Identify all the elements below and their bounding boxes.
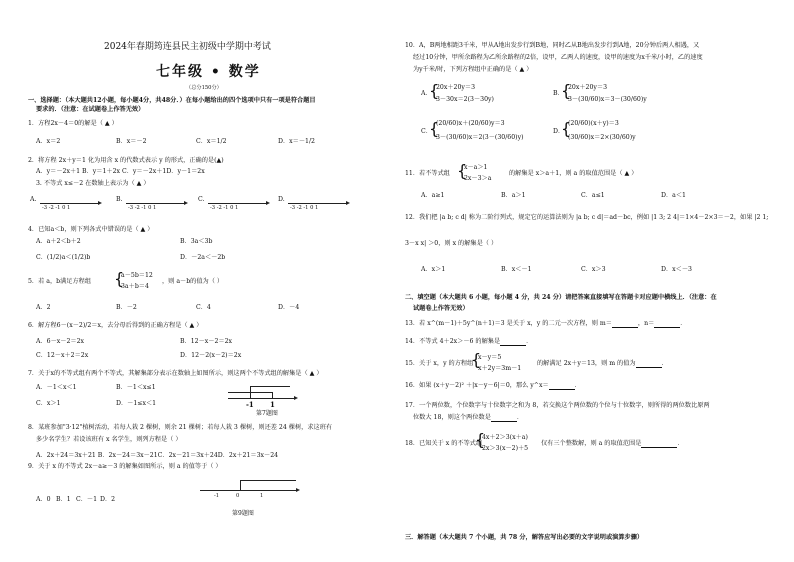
q18-post-wrap — [541, 440, 684, 448]
q16-text: 16．如果 (x＋y－2)² ＋|x－y－6|＝0，那么 y^x＝ — [405, 382, 549, 389]
q10-option-c-label: C． — [421, 128, 432, 135]
q10-b-brace: { — [561, 81, 572, 100]
q8-line2: 多少名学生？若设该班有 x 名学生，则列方程是（ ） — [36, 436, 182, 443]
q10-d-eq2: (30/60)x＝2×(30/60)y — [568, 134, 636, 141]
q1-option-a: A．x＝2 — [36, 138, 61, 145]
q15-post-wrap — [537, 360, 668, 368]
total-score: （总分150分） — [186, 85, 222, 91]
section-1-title-2: 要求的．（注意：在试题卷上作答无效） — [36, 106, 145, 113]
q12-option-c: C．x＞3 — [581, 266, 606, 273]
q18-post: 仅有三个整数解，则 a 的取值范围是 — [541, 440, 642, 447]
q3-option-b-label: B. — [116, 196, 123, 203]
q13-n-blank[interactable] — [654, 321, 680, 328]
q14-text: 14．不等式 4＋2x＞－6 的解集是 — [405, 338, 501, 345]
left-column — [28, 0, 393, 562]
q10-c-eq1: (20/60)x＋(20/60)y＝3 — [436, 120, 505, 127]
q10-option-d-label: D． — [553, 128, 565, 135]
q13-text: 13．若 x^(m－1)＋5y^(n＋1)＝3 是关于 x，y 的二元一次方程，则 m＝ — [405, 320, 612, 327]
q7-option-c: C．x＞1 — [36, 400, 61, 407]
q18-brace: { — [475, 430, 486, 449]
q1-option-c: C．x＝1/2 — [196, 138, 227, 145]
section-2-title: 二、填空题（本大题共 6 小题，每小题 4 分，共 24 分）请把答案直接填写在答题卡对应题中横线上．（注意：在 — [405, 294, 717, 301]
q3-d-ticks: -3 -2 -1 0 1 — [290, 205, 319, 211]
q3-c-ticks: -3 -2 -1 0 1 — [210, 205, 239, 211]
q11-eq1: x－a＞1 — [464, 164, 488, 171]
q4-option-c: C．(1/2)a＜(1/2)b — [36, 254, 91, 261]
q11-option-d: D．a＜1 — [661, 192, 686, 199]
q15-eq1: x－y＝5 — [478, 354, 502, 361]
q7-stem: 7．关于x的不等式组有两个不等式，其解集部分表示在数轴上如图所示，则这两个不等式组的解集是（ ▲ ） — [28, 370, 323, 377]
q12-option-d: D．x＜－3 — [661, 266, 692, 273]
q17-line1: 17．一个两位数，个位数字与十位数字之和为 8，若交换这个两位数的个位与十位数字，则所得的两位数比原两 — [405, 402, 710, 409]
q15-pre: 15．关于 x，y 的方程组 — [405, 360, 474, 367]
q15-brace: { — [471, 350, 482, 369]
q18-blank[interactable] — [641, 441, 677, 448]
q11-option-b: B．a＞1 — [501, 192, 526, 199]
q11-stem-pre: 11．若不等式组 — [405, 170, 450, 177]
q6-option-b: B．12－x－2＝2x — [180, 338, 233, 345]
q15-blank[interactable] — [636, 361, 662, 368]
q10-option-b-label: B． — [553, 90, 564, 97]
q5-eq1: a－5b＝12 — [121, 272, 153, 279]
q7-figure — [228, 380, 308, 420]
q5-brace: { — [114, 269, 125, 288]
q2-options: A．y＝－2x＋1 B．y＝1＋2x C．y＝－2x＋1D．y－1＝2x — [36, 168, 205, 175]
q8-line1: 8．某班参加"3·12"植树活动，若每人栽 2 棵树，则余 21 棵树；若每人栽 3 棵树，则还差 24 棵树，求这班有 — [28, 424, 333, 431]
q9-figure — [200, 478, 310, 518]
q6-option-c: C．12－x＋2＝2x — [36, 352, 89, 359]
q5-option-b: B．－2 — [116, 304, 137, 311]
q10-a-brace: { — [429, 81, 440, 100]
q7-option-a: A．－1＜x＜1 — [36, 384, 77, 391]
q4-option-b: B．3a＜3b — [180, 238, 213, 245]
q14-blank[interactable] — [500, 339, 526, 346]
q10-b-eq2: 3－(30/60)x＝3－(30/60)y — [568, 96, 647, 103]
q3-b-ticks: -3 -2 -1 0 1 — [128, 205, 157, 211]
q7-caption: 第7题图 — [256, 410, 278, 417]
q3-option-d-label: D. — [278, 196, 285, 203]
q3-a-ticks: -3 -2 -1 0 1 — [42, 205, 71, 211]
subject-title: 七年级 • 数学 — [156, 64, 261, 80]
q10-d-eq1: (20/60)(x＋y)＝3 — [568, 120, 619, 127]
q1-option-b: B．x＝－2 — [116, 138, 147, 145]
q5-stem: 5．若 a，b满足方程组 — [28, 278, 92, 285]
q18-eq2: 2x＞3(x－2)＋5 — [482, 445, 529, 452]
section-1-title: 一、选择题：（本大题共12小题，每小题4分，共48分．）在每小题给出的四个选项中只有一项是符合题目 — [28, 97, 316, 104]
q14 — [405, 338, 532, 346]
q11-brace: { — [457, 161, 468, 180]
q10-a-eq2: 3－30x＝2(3－30y) — [436, 96, 494, 103]
q1-option-d: D．x＝－1/2 — [278, 138, 315, 145]
q15-tail: ． — [661, 360, 668, 367]
q11-option-a: A．a≥1 — [421, 192, 445, 199]
q10-c-eq2: 3－(30/60)x＝2(3－(30/60)y) — [436, 134, 524, 141]
q10-d-brace: { — [561, 119, 572, 138]
q17-line2-wrap — [413, 414, 523, 422]
q3-option-c-label: C. — [198, 196, 205, 203]
q10-line1: 10．A，B两地相距3千米，甲从A地出发步行到B地，同时乙从B地出发步行到A地，20分钟后两人相遇，又 — [405, 42, 700, 49]
q11-stem-post: 的解集是 x＞a＋1，则 a 的取值范围是（ ▲ ） — [509, 170, 638, 177]
q9-option-d: D．2 — [100, 496, 116, 503]
q9-option-a: A．0 — [36, 496, 51, 503]
q6-stem: 6．解方程6－(x－2)/2＝x，去分母后得到的正确方程是（ ▲ ） — [28, 322, 203, 329]
q3-number-lines — [28, 192, 393, 212]
q13 — [405, 320, 686, 328]
q18-eq1: 4x＋2＞3(x＋a) — [482, 434, 528, 441]
q11-option-c: C．a≤1 — [581, 192, 605, 199]
q7-option-b: B．－1＜x≤1 — [116, 384, 156, 391]
q10-option-a-label: A． — [421, 90, 432, 97]
q5-eq2: 3a＋b＝4 — [121, 283, 149, 290]
section-2-title-2: 试题卷上作答无效） — [413, 305, 469, 312]
q14-tail: ． — [526, 338, 533, 345]
q4-stem: 4．已知a＜b，则下列各式中错误的是（ ▲ ） — [28, 226, 154, 233]
right-column — [405, 0, 775, 562]
q9-caption: 第9题图 — [232, 510, 254, 517]
q10-c-brace: { — [429, 119, 440, 138]
q16-blank[interactable] — [549, 383, 575, 390]
q8-options: A．2x＋24＝3x＋21 B．2x－24＝3x－21C．2x－21＝3x＋24D．2x＋21＝3x－24 — [36, 452, 279, 459]
q10-b-eq1: 20x＋20y＝3 — [568, 84, 608, 91]
q12-line2: 3－x x| ＞0，则 x 的解集是（ ） — [405, 240, 498, 247]
q12-option-b: B．x＜－1 — [501, 266, 532, 273]
q18-pre: 18．已知关于 x 的不等式组 — [405, 440, 483, 447]
q15-post: 的解满足 2x＋y＝13，则 m 的值为 — [537, 360, 636, 367]
q6-option-a: A．6－x－2＝2x — [36, 338, 85, 345]
q16 — [405, 382, 581, 390]
q9-option-b: B．1 — [56, 496, 71, 503]
exam-title: 2024年春期筠连县民主初级中学期中考试 — [104, 42, 271, 52]
q7-fig-neg1: -1 — [246, 400, 254, 409]
q13-mid: ，n＝ — [637, 320, 655, 327]
q5-tail: ，则 a－b的值为（ ） — [162, 278, 224, 285]
q13-tail: ． — [680, 320, 687, 327]
q4-option-d: D．－2a＜－2b — [180, 254, 226, 261]
q16-tail: ． — [574, 382, 581, 389]
q9-stem: 9．关于 x 的不等式 2x－a≥－3 的解集如图所示，则 a 的值等于（ ） — [28, 463, 222, 470]
q13-m-blank[interactable] — [612, 321, 638, 328]
q9-option-c: C．－1 — [76, 496, 98, 503]
q3-option-a-label: A. — [30, 196, 37, 203]
q9-fig-zero: 0 — [236, 493, 240, 499]
q1-stem: 1．方程2x－4＝0的解是（ ▲ ） — [28, 120, 118, 127]
q9-fig-neg1: -1 — [214, 493, 220, 499]
q5-option-d: D．－4 — [278, 304, 300, 311]
q3-stem: 3. 不等式 x≤－2 在数轴上表示为（ ▲ ） — [36, 180, 150, 187]
q12-line1: 12．我们把 |a b; c d| 称为二阶行列式，规定它的运算法则为 |a b; c d|＝ad－bc，例如 |1 3; 2 4|＝1×4－2×3＝－2，如果 |2 1; — [405, 214, 769, 221]
q17-blank[interactable] — [491, 415, 517, 422]
q6-option-d: D．12－2(x－2)＝2x — [180, 352, 242, 359]
q5-option-c: C．4 — [196, 304, 211, 311]
q18-tail: ． — [677, 440, 684, 447]
q11-eq2: 2x－3＞a — [464, 175, 492, 182]
q10-line3: 为y千米/时，下列方程组中正确的是（ ▲ ） — [413, 66, 533, 73]
q4-option-a: A．a＋2＜b＋2 — [36, 238, 81, 245]
q5-option-a: A．2 — [36, 304, 51, 311]
q7-fig-pos1: 1 — [270, 400, 275, 409]
q10-a-eq1: 20x＋20y＝3 — [436, 84, 476, 91]
section-3-title: 三．解答题（本大题共 7 个小题，共 78 分，解答应写出必要的文字说明或演算步骤） — [405, 534, 644, 541]
q9-fig-pos1: 1 — [260, 493, 264, 499]
q17-tail: ． — [516, 414, 524, 421]
q10-line2: 经过10分钟，甲所余路程为乙所余路程的2倍，设甲，乙两人的速度，设甲的速度为x千米/小时，乙的速度 — [413, 54, 703, 61]
q15-eq2: x＋2y＝3m－1 — [478, 365, 522, 372]
q7-option-d: D．－1≤x＜1 — [116, 400, 157, 407]
q2-stem: 2．将方程 2x＋y＝1 化为用含 x 的代数式表示 y 的形式，正确的是(▲) — [28, 157, 224, 164]
q12-option-a: A．x＞1 — [421, 266, 446, 273]
q17-line2: 位数大 18，则这个两位数是 — [413, 414, 491, 421]
